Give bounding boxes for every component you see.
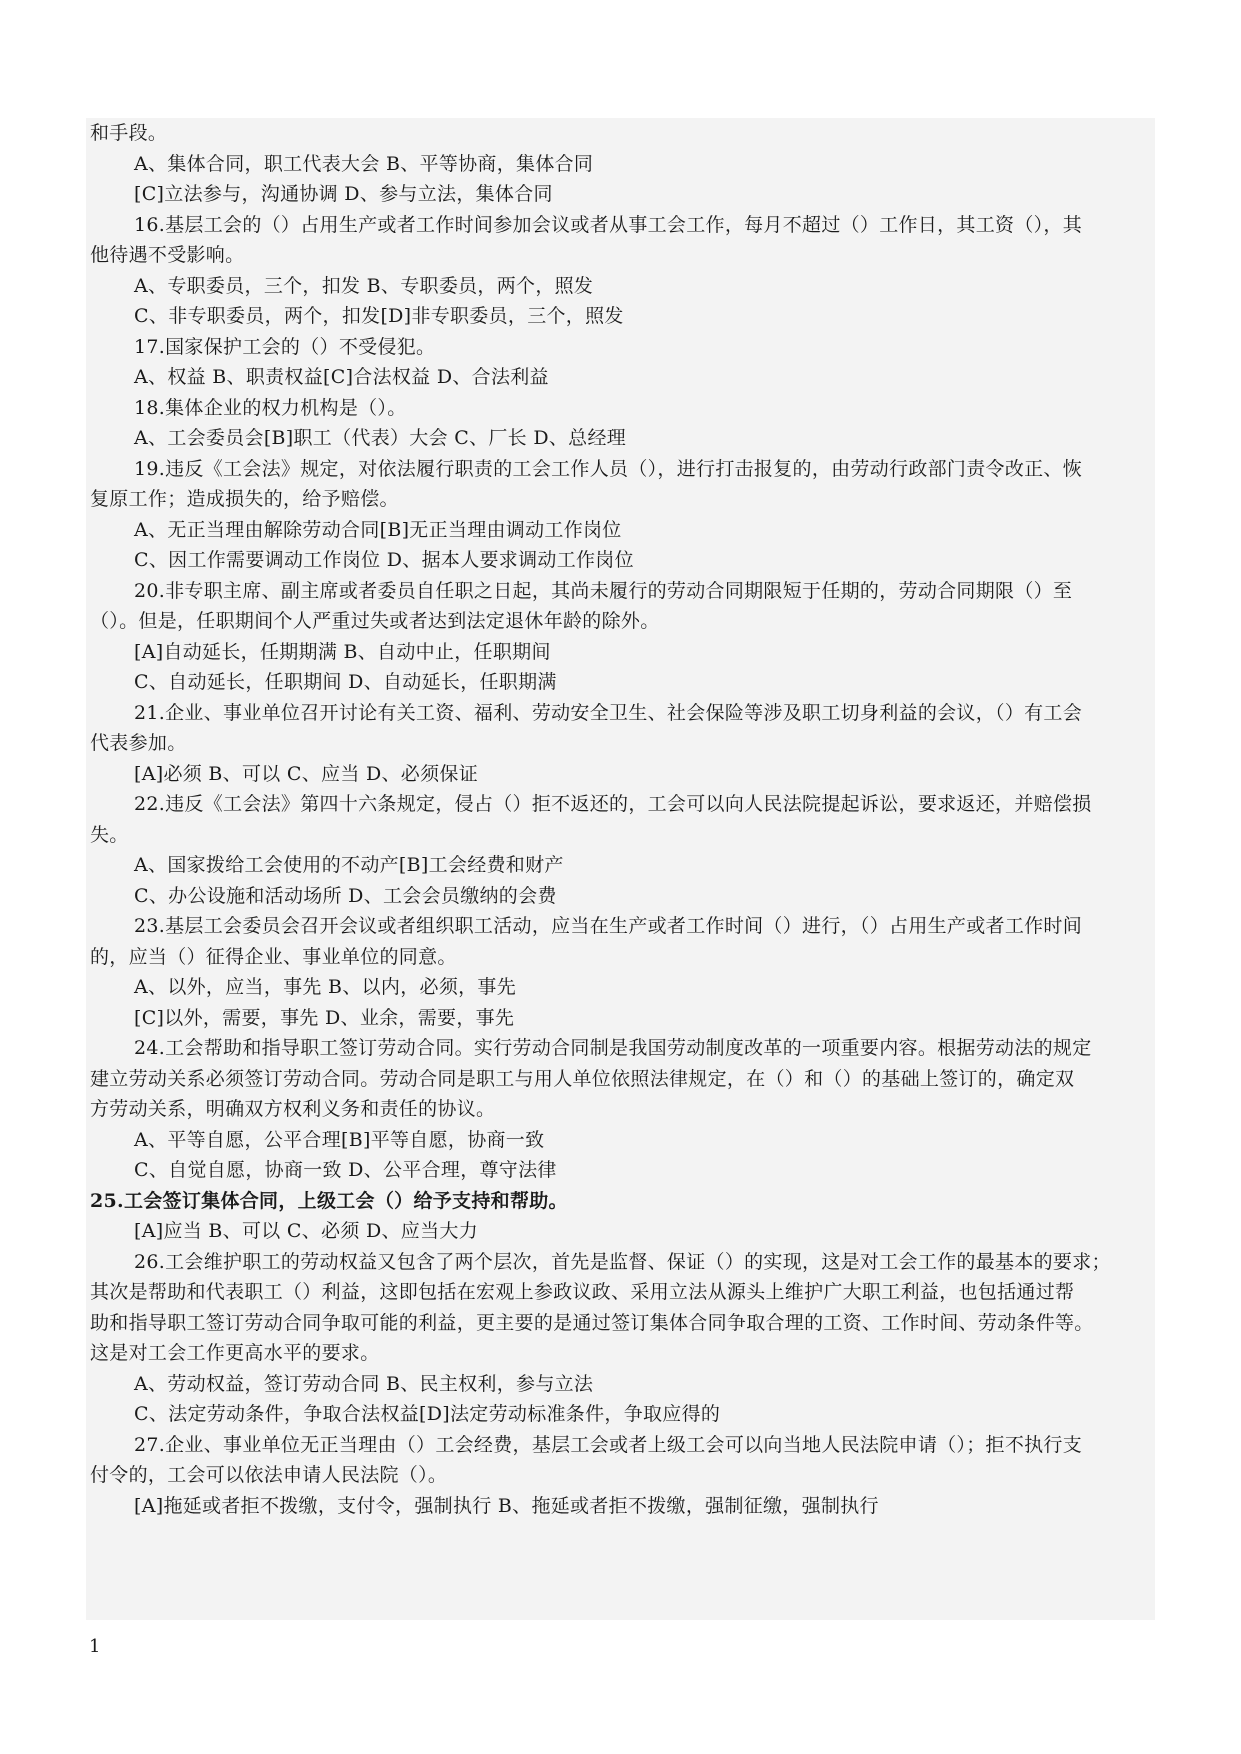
text-line: 失。 <box>90 823 129 846</box>
text-line: A、专职委员，三个，扣发 B、专职委员，两个，照发 <box>134 274 594 297</box>
text-line: C、因工作需要调动工作岗位 D、据本人要求调动工作岗位 <box>134 549 634 571</box>
document-page <box>86 118 1155 1620</box>
text-line: [C]立法参与，沟通协调 D、参与立法，集体合同 <box>134 183 553 205</box>
text-line: 25.工会签订集体合同，上级工会（）给予支持和帮助。 <box>90 1189 568 1212</box>
text-line: 其次是帮助和代表职工（）利益，这即包括在宏观上参政议政、采用立法从源头上维护广大职工利益，也包括通过帮 <box>90 1281 1075 1303</box>
text-line: 24.工会帮助和指导职工签订劳动合同。实行劳动合同制是我国劳动制度改革的一项重要内容。根据劳动法的规定 <box>134 1037 1092 1059</box>
text-line: 建立劳动关系必须签订劳动合同。劳动合同是职工与用人单位依照法律规定，在（）和（）的基础上签订的，确定双 <box>90 1067 1075 1090</box>
text-line: 17.国家保护工会的（）不受侵犯。 <box>134 335 436 358</box>
text-line: 代表参加。 <box>90 732 187 754</box>
text-line: 22.违反《工会法》第四十六条规定，侵占（）拒不返还的，工会可以向人民法院提起诉讼，要求返还，并赔偿损 <box>134 793 1092 815</box>
text-line: 20.非专职主席、副主席或者委员自任职之日起，其尚未履行的劳动合同期限短于任期的，劳动合同期限（）至 <box>134 579 1073 602</box>
text-line: 16.基层工会的（）占用生产或者工作时间参加会议或者从事工会工作，每月不超过（）工作日，其工资（），其 <box>134 213 1083 236</box>
text-line: [A]应当 B、可以 C、必须 D、应当大力 <box>134 1220 478 1242</box>
text-line: C、办公设施和活动场所 D、工会会员缴纳的会费 <box>134 884 557 907</box>
text-line: A、集体合同，职工代表大会 B、平等协商，集体合同 <box>134 152 594 175</box>
text-line: A、平等自愿，公平合理[B]平等自愿，协商一致 <box>134 1128 545 1151</box>
text-line: C、自觉自愿，协商一致 D、公平合理，尊守法律 <box>134 1159 557 1181</box>
text-line: 21.企业、事业单位召开讨论有关工资、福利、劳动安全卫生、社会保险等涉及职工切身利益的会议，（）有工会 <box>134 701 1083 724</box>
text-line: [C]以外，需要，事先 D、业余，需要，事先 <box>134 1006 515 1029</box>
text-line: 27.企业、事业单位无正当理由（）工会经费，基层工会或者上级工会可以向当地人民法院申请（）；拒不执行支 <box>134 1433 1083 1456</box>
text-line: [A]自动延长，任期期满 B、自动中止，任职期间 <box>134 640 551 663</box>
text-line: C、自动延长，任职期间 D、自动延长，任职期满 <box>134 671 557 693</box>
text-line: 26.工会维护职工的劳动权益又包含了两个层次，首先是监督、保证（）的实现，这是对工会工作的最基本的要求； <box>134 1250 1111 1273</box>
text-line: 付令的，工会可以依法申请人民法院（）。 <box>90 1464 448 1486</box>
text-line: 他待遇不受影响。 <box>90 244 245 266</box>
text-line: C、非专职委员，两个，扣发[D]非专职委员，三个，照发 <box>134 305 624 327</box>
text-line: 方劳动关系，明确双方权利义务和责任的协议。 <box>90 1098 496 1120</box>
document-text-body <box>86 118 1155 1620</box>
text-line: A、劳动权益，签订劳动合同 B、民主权利，参与立法 <box>134 1372 594 1395</box>
text-line: [A]必须 B、可以 C、应当 D、必须保证 <box>134 762 478 785</box>
text-line: A、国家拨给工会使用的不动产[B]工会经费和财产 <box>134 854 564 876</box>
text-line: [A]拖延或者拒不拨缴，支付令，强制执行 B、拖延或者拒不拨缴，强制征缴，强制执行 <box>134 1494 879 1517</box>
text-line: 和手段。 <box>90 122 168 144</box>
text-line: 18.集体企业的权力机构是（）。 <box>134 396 407 419</box>
text-line: A、以外，应当，事先 B、以内，必须，事先 <box>134 976 517 998</box>
text-line: 复原工作；造成损失的，给予赔偿。 <box>90 488 399 510</box>
text-line: 这是对工会工作更高水平的要求。 <box>90 1342 380 1364</box>
text-line: 的，应当（）征得企业、事业单位的同意。 <box>90 945 457 968</box>
text-line: A、无正当理由解除劳动合同[B]无正当理由调动工作岗位 <box>134 518 622 541</box>
page-number: 1 <box>89 1636 101 1657</box>
text-line: C、法定劳动条件，争取合法权益[D]法定劳动标准条件，争取应得的 <box>134 1403 721 1425</box>
text-line: A、工会委员会[B]职工（代表）大会 C、厂长 D、总经理 <box>134 427 627 449</box>
text-line: 23.基层工会委员会召开会议或者组织职工活动，应当在生产或者工作时间（）进行，（）占用生产或者工作时间 <box>134 915 1083 937</box>
text-line: 助和指导职工签订劳动合同争取可能的利益，更主要的是通过签订集体合同争取合理的工资、工作时间、劳动条件等。 <box>90 1311 1094 1334</box>
text-line: 19.违反《工会法》规定，对依法履行职责的工会工作人员（），进行打击报复的，由劳动行政部门责令改正、恢 <box>134 457 1083 480</box>
text-line: A、权益 B、职责权益[C]合法权益 D、合法利益 <box>134 366 549 388</box>
text-line: （）。但是，任职期间个人严重过失或者达到法定退休年龄的除外。 <box>90 610 660 632</box>
